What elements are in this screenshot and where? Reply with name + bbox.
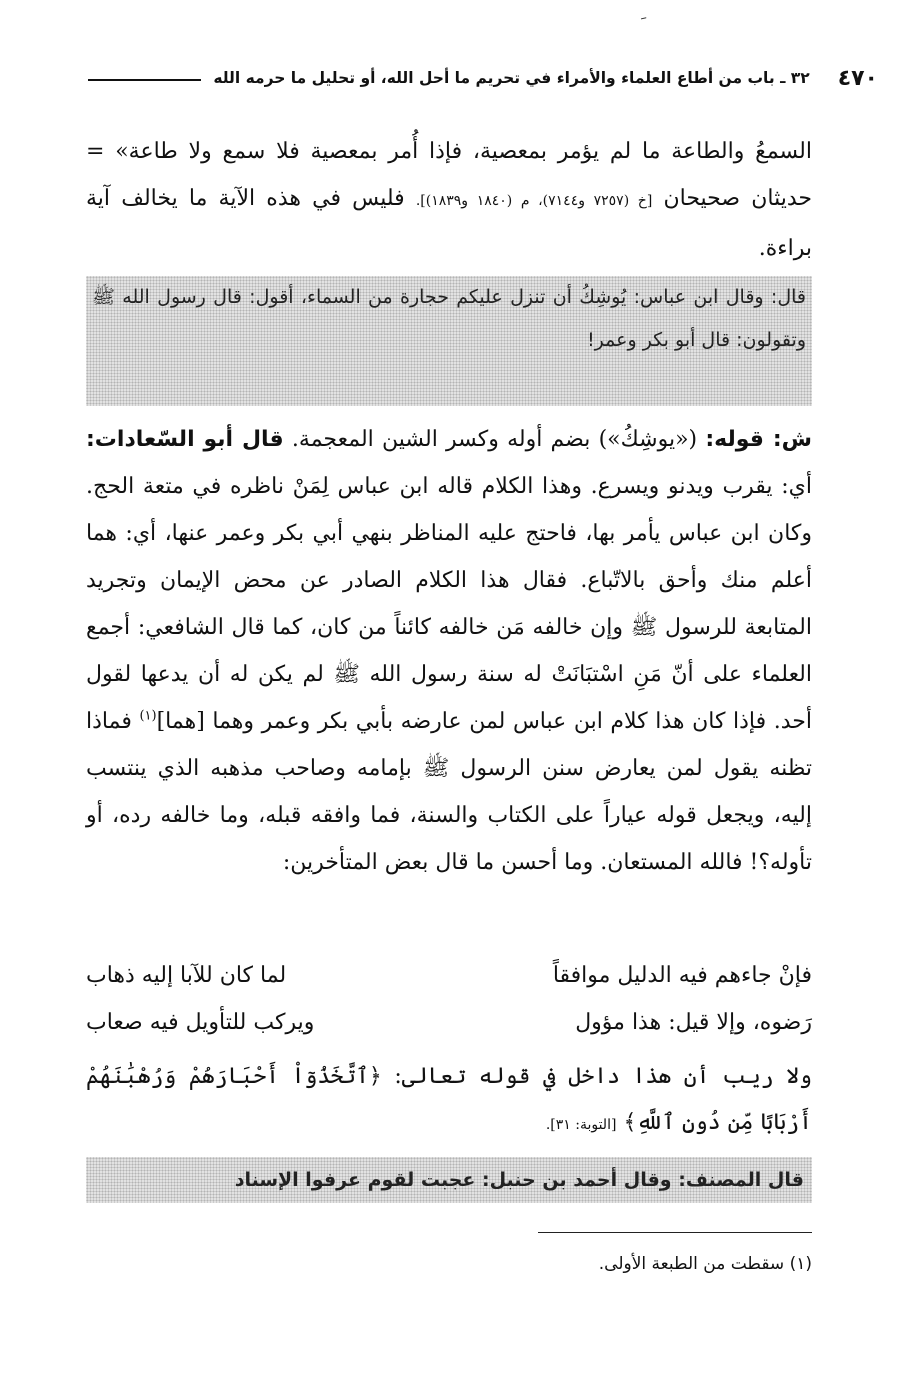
quote-1-text: قال: وقال ابن عباس: يُوشِكُ أن تنزل عليكم حجارة من السماء، أقول: قال رسول الله ﷺ وتقولون: قال أبو بكر وعمر!	[92, 286, 806, 351]
commentary-paragraph	[86, 416, 812, 886]
poem-verse-1	[86, 952, 812, 999]
quote-block-2	[86, 1157, 812, 1203]
commentary-text-2: أي: يقرب ويدنو ويسرع. وهذا الكلام قاله ابن عباس لِمَنْ ناظره في متعة الحج. وكان ابن عباس يأمر بها، فاحتج عليه المناظر بنهي أبي بكر وعمر عنها، أي: هما أعلم منك وأحق بالاتّباع. فقال هذا الكلام الصادر عن محض الإيمان وتجريد المتابعة للرسول ﷺ وإن خالفه مَن خالفه كائناً من كان، كما قال الشافعي: أجمع العلماء على أنّ مَنِ اسْتبَانَتْ له سنة رسول الله ﷺ لم يكن له أن يدعها لقول أحد. فإذا كان هذا كلام ابن عباس لمن عارضه بأبي بكر وعمر وهما [هما]	[86, 474, 812, 734]
page-number: ٤٧٠	[837, 65, 878, 91]
verse-2-second-half: ويركب للتأويل فيه صعاب	[86, 1010, 315, 1035]
verse-1-first-half: فإنْ جاءهم فيه الدليل موافقاً	[552, 963, 812, 988]
quote-block-1	[86, 276, 812, 406]
quote-2-text: قال المصنف: وقال أحمد بن حنبل: عجبت لقوم عرفوا الإسناد	[234, 1169, 804, 1191]
commentary-text-1: («يوشِكُ») بضم أوله وكسر الشين المعجمة.	[291, 427, 698, 452]
footnote-divider	[538, 1232, 812, 1233]
quran-citation: [التوبة: ٣١].	[545, 1117, 617, 1133]
footnote: (١) سقطت من الطبعة الأولى.	[598, 1254, 812, 1274]
paragraph-1-text-after: فليس في هذه الآية ما يخالف آية براءة.	[86, 186, 812, 261]
paragraph-2-text: ولا ريب أن هذا داخل في قوله تعالى: ﴿ٱتَّخَذُوٓاْ أَحْبَارَهُمْ وَرُهْبَٰنَهُمْ أَرْبَابًا مِّن دُونِ ٱللَّهِ﴾	[86, 1064, 812, 1135]
paragraph-1-text: السمعُ والطاعة ما لم يؤمر بمعصية، فإذا أُمر بمعصية فلا سمع ولا طاعة» = حديثان صحيحان	[86, 139, 812, 211]
corner-mark: ﹶ	[641, 14, 647, 35]
author-name: قال أبو السّعادات:	[86, 427, 284, 452]
footnote-ref: (١)	[139, 708, 157, 724]
poem-block	[86, 952, 812, 1046]
commentary-lead: ش: قوله:	[705, 427, 812, 452]
poem-verse-2	[86, 999, 812, 1046]
paragraph-2	[86, 1054, 812, 1148]
header-rule	[88, 79, 201, 81]
verse-1-second-half: لما كان للآبا إليه ذهاب	[86, 963, 287, 988]
verse-2-first-half: رَضوه، وإلا قيل: هذا مؤول	[575, 1010, 812, 1035]
paragraph-1	[86, 128, 812, 272]
hadith-citation: [خ (٧٢٥٧ و٧١٤٤)، م (١٨٤٠ و١٨٣٩)].	[415, 193, 653, 209]
running-head	[88, 60, 878, 96]
commentary-text-3: فماذا تظنه يقول لمن يعارض سنن الرسول ﷺ بإمامه وصاحب مذهبه الذي ينتسب إليه، ويجعل قوله عياراً على الكتاب والسنة، فما وافقه قبله، وما خالفه رده، أو تأوله؟! فالله المستعان. وما أحسن ما قال بعض المتأخرين:	[86, 709, 812, 875]
chapter-title: ٣٢ ـ باب من أطاع العلماء والأمراء في تحريم ما أحل الله، أو تحليل ما حرمه الله	[213, 69, 810, 87]
